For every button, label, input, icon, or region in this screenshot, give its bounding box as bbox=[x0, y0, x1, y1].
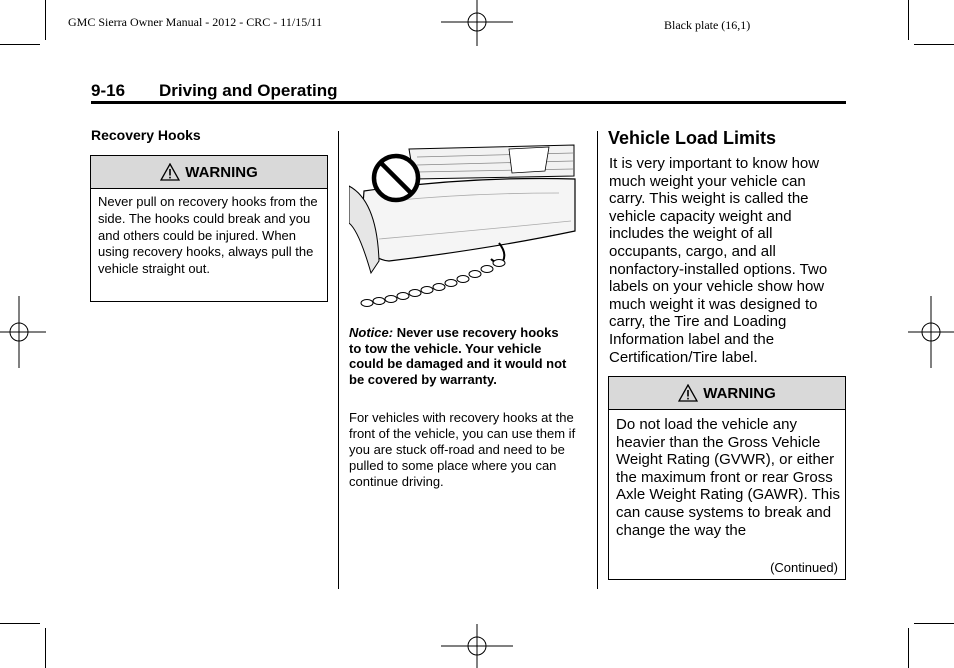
notice-label: Notice: bbox=[349, 325, 394, 340]
warning-box bbox=[90, 155, 328, 302]
towing-illustration-svg bbox=[349, 131, 581, 314]
column-divider bbox=[597, 131, 598, 589]
notice-paragraph bbox=[349, 325, 574, 387]
warning-label: WARNING bbox=[703, 384, 776, 402]
notice-text: Never use recovery hooks to tow the vehicle. Your vehicle could be damaged and it would not be covered by warranty. bbox=[349, 325, 567, 387]
continued-label: (Continued) bbox=[770, 560, 838, 575]
warning-text: Do not load the vehicle any heavier than the Gross Vehicle Weight Rating (GVWR), or either the maximum front or rear Gross Axle Weight Rating (GAWR). This can cause systems to break and change the way the bbox=[616, 416, 840, 539]
slug-left: GMC Sierra Owner Manual - 2012 - CRC - 11/15/11 bbox=[68, 15, 323, 29]
registration-mark-icon bbox=[441, 0, 513, 46]
registration-mark-icon bbox=[441, 624, 513, 668]
slug-right: Black plate (16,1) bbox=[664, 18, 751, 32]
header-rule bbox=[91, 101, 846, 104]
warning-header bbox=[609, 377, 845, 410]
warning-text: Never pull on recovery hooks from the side. The hooks could break and you and others could be injured. When using recovery hooks, always pull the vehicle straight out. bbox=[98, 194, 318, 277]
recovery-hooks-body: For vehicles with recovery hooks at the front of the vehicle, you can use them if you are stuck off-road and need to be pulled to some place where you can continue driving. bbox=[349, 410, 576, 489]
warning-box bbox=[608, 376, 846, 580]
registration-mark-icon bbox=[0, 296, 46, 368]
vehicle-load-limits-body: It is very important to know how much weight your vehicle can carry. This weight is called the vehicle capacity weight and includes the weight of all occupants, cargo, and all nonfactory-installed options. Two labels on your vehicle show how much weight it was designed to carry, the Tire and Loading Information label and the Certification/Tire label. bbox=[609, 155, 828, 366]
warning-label: WARNING bbox=[185, 163, 258, 181]
warning-header bbox=[91, 156, 327, 189]
running-header bbox=[91, 81, 846, 101]
recovery-hooks-heading: Recovery Hooks bbox=[91, 127, 201, 143]
vehicle-load-limits-heading: Vehicle Load Limits bbox=[608, 128, 777, 148]
warning-triangle-icon bbox=[160, 163, 180, 181]
warning-triangle-icon bbox=[678, 384, 698, 402]
registration-mark-icon bbox=[908, 296, 954, 368]
column-divider bbox=[338, 131, 339, 589]
section-title: Driving and Operating bbox=[159, 81, 338, 100]
page-number: 9-16 bbox=[91, 81, 126, 100]
no-towing-with-recovery-hooks-illustration bbox=[349, 131, 581, 314]
